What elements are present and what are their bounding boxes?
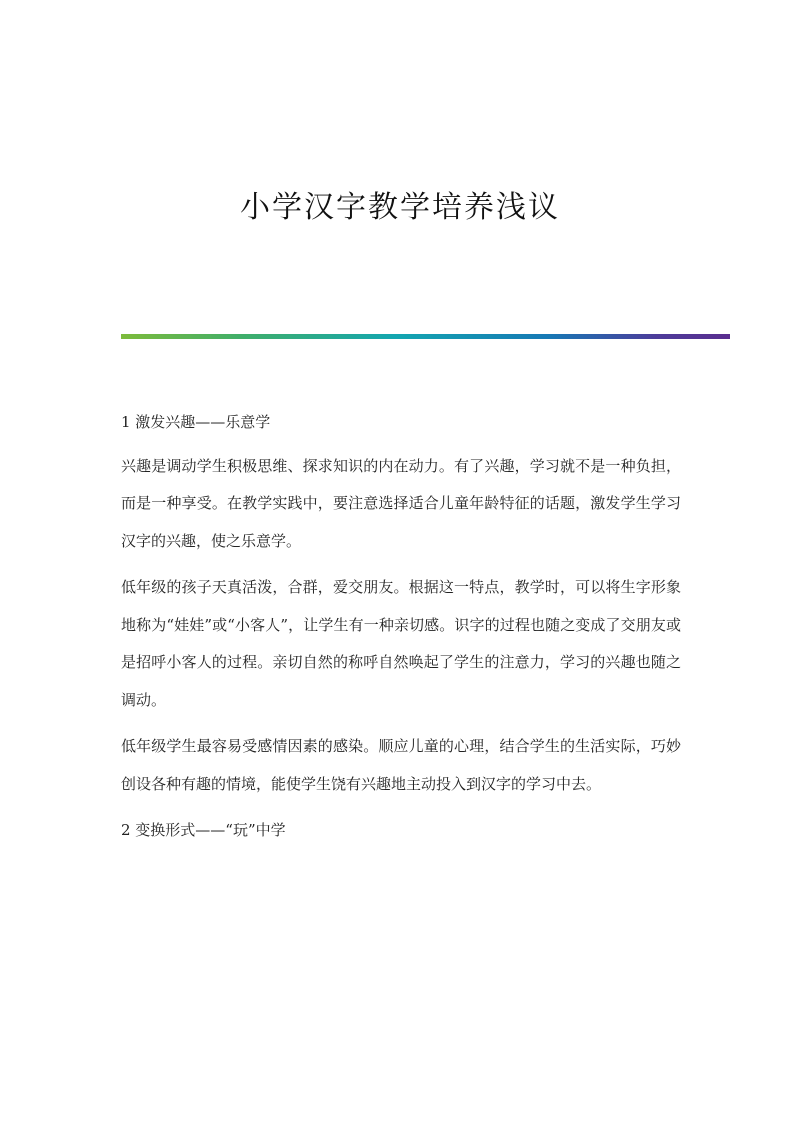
section-heading-2: 2 变换形式——“玩”中学: [121, 821, 286, 839]
paragraph-1: 兴趣是调动学生积极思维、探求知识的内在动力。有了兴趣，学习就不是一种负担，而是一种享受。在教学实践中，要注意选择适合儿童年龄特征的话题，激发学生学习汉字的兴趣，使之乐意学。: [121, 456, 681, 550]
paragraph-2: 低年级的孩子天真活泼，合群，爱交朋友。根据这一特点，教学时，可以将生字形象地称为“娃娃”或“小客人”，让学生有一种亲切感。识字的过程也随之变成了交朋友或是招呼小客人的过程。亲切自然的称呼自然唤起了学生的注意力，学习的兴趣也随之调动。: [121, 578, 681, 709]
document-body: [121, 404, 681, 856]
paragraph-3: 低年级学生最容易受感情因素的感染。顺应儿童的心理，结合学生的生活实际，巧妙创设各种有趣的情境，能使学生饶有兴趣地主动投入到汉字的学习中去。: [121, 737, 681, 793]
document-title: 小学汉字教学培养浅议: [240, 190, 560, 225]
title-divider: [121, 334, 730, 339]
section-heading-1: 1 激发兴趣——乐意学: [121, 413, 271, 431]
